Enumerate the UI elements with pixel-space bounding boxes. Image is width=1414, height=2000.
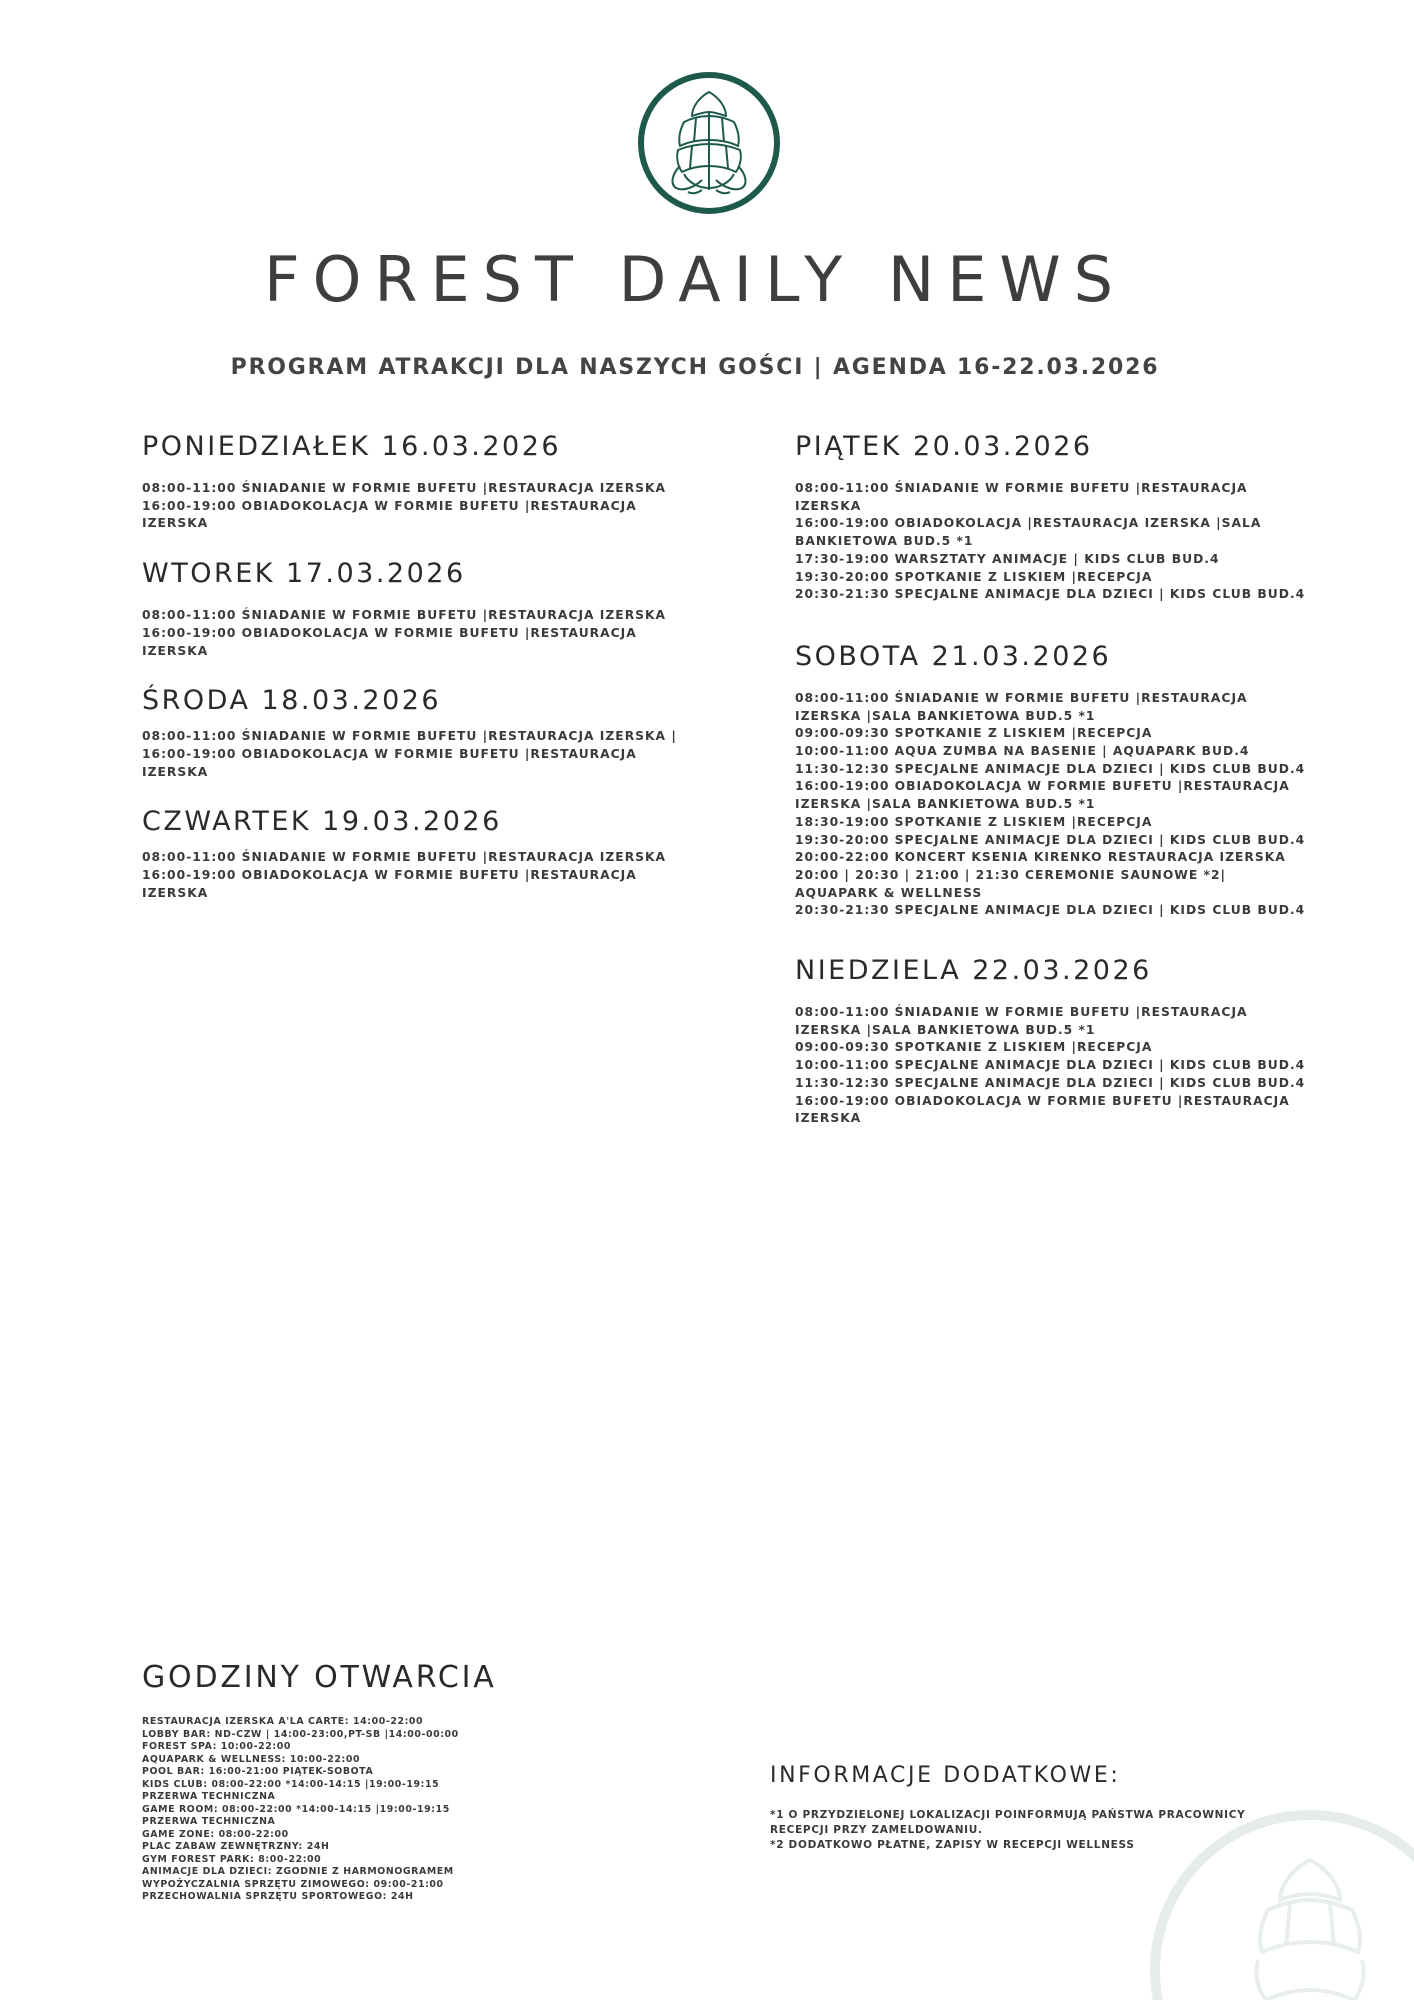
event-line: 17:30-19:00 WARSZTATY ANIMACJE | KIDS CLUB BUD.4 [795, 551, 1220, 566]
hours-line: GAME ZONE: 08:00-22:00 [142, 1828, 289, 1840]
event-line: 16:00-19:00 OBIADOKOLACJA W FORMIE BUFETU |RESTAURACJA [795, 1093, 1290, 1108]
event-line: 20:30-21:30 SPECJALNE ANIMACJE DLA DZIECI | KIDS CLUB BUD.4 [795, 587, 1306, 602]
event-line: 19:30-20:00 SPOTKANIE Z LISKIEM |RECEPCJA [795, 569, 1153, 584]
event-line: 16:00-19:00 OBIADOKOLACJA W FORMIE BUFETU |RESTAURACJA [795, 779, 1290, 794]
hours-line: POOL BAR: 16:00-21:00 PIĄTEK-SOBOTA [142, 1766, 374, 1777]
event-line: 08:00-11:00 ŚNIADANIE W FORMIE BUFETU |RESTAURACJA IZERSKA [142, 481, 667, 495]
day-heading: WTOREK 17.03.2026 [142, 558, 466, 590]
event-line: IZERSKA [142, 885, 209, 900]
footnote-1: *1 O PRZYDZIELONEJ LOKALIZACJI POINFORMUJĄ PAŃSTWA PRACOWNICY RECEPCJI PRZY ZAMELDOWANIU. [770, 1809, 1246, 1836]
opening-hours-heading: GODZINY OTWARCIA [142, 1660, 497, 1695]
event-line: 08:00-11:00 ŚNIADANIE W FORMIE BUFETU |RESTAURACJA [795, 690, 1248, 705]
event-line: 08:00-11:00 ŚNIADANIE W FORMIE BUFETU |RESTAURACJA IZERSKA [142, 608, 667, 623]
hours-line: ANIMACJE DLA DZIECI: ZGODNIE Z HARMONOGRAMEM [142, 1866, 454, 1877]
event-line: IZERSKA [142, 764, 209, 779]
hours-line: GYM FOREST PARK: 8:00-22:00 [142, 1853, 322, 1865]
day-section [795, 642, 1315, 920]
left-schedule-column [142, 432, 682, 928]
day-section [795, 432, 1315, 604]
hours-line: PLAC ZABAW ZEWNĘTRZNY: 24H [142, 1841, 330, 1852]
opening-hours-section [142, 1660, 582, 1904]
footnote-2: *2 DODATKOWO PŁATNE, ZAPISY W RECEPCJI WELLNESS [770, 1839, 1135, 1851]
day-events [795, 1004, 1315, 1128]
event-line: IZERSKA [142, 643, 209, 658]
event-line: 16:00-19:00 OBIADOKOLACJA |RESTAURACJA IZERSKA |SALA [795, 516, 1262, 531]
pinecone-watermark-icon [1140, 1800, 1414, 2000]
event-line: 10:00-11:00 SPECJALNE ANIMACJE DLA DZIECI | KIDS CLUB BUD.4 [795, 1058, 1306, 1073]
event-line: AQUAPARK & WELLNESS [795, 885, 983, 900]
event-line: 20:00-22:00 KONCERT KSENIA KIRENKO RESTAURACJA IZERSKA [795, 850, 1286, 865]
day-events [795, 690, 1315, 920]
day-section [142, 807, 682, 902]
pinecone-logo-icon [636, 70, 782, 216]
event-line: 16:00-19:00 OBIADOKOLACJA W FORMIE BUFETU |RESTAURACJA [142, 498, 637, 513]
opening-hours-list [142, 1716, 582, 1904]
hours-line: PRZERWA TECHNICZNA [142, 1791, 276, 1802]
day-events [142, 480, 682, 533]
hours-line: WYPOŻYCZALNIA SPRZĘTU ZIMOWEGO: 09:00-21:00 [142, 1878, 444, 1890]
hours-line: RESTAURACJA IZERSKA A'LA CARTE: 14:00-22:00 [142, 1716, 424, 1727]
event-line: IZERSKA [795, 498, 862, 513]
event-line: IZERSKA |SALA BANKIETOWA BUD.5 *1 [795, 797, 1096, 812]
event-line: 08:00-11:00 ŚNIADANIE W FORMIE BUFETU |RESTAURACJA [795, 1005, 1248, 1020]
day-heading: PONIEDZIAŁEK 16.03.2026 [142, 431, 562, 462]
event-line: BANKIETOWA BUD.5 *1 [795, 534, 974, 549]
day-section [142, 432, 682, 533]
hours-line: GAME ROOM: 08:00-22:00 *14:00-14:15 |19:00-19:15 [142, 1803, 450, 1815]
page-subtitle: PROGRAM ATRAKCJI DLA NASZYCH GOŚCI | AGENDA 16-22.03.2026 [230, 355, 1160, 380]
event-line: 16:00-19:00 OBIADOKOLACJA W FORMIE BUFETU |RESTAURACJA [142, 746, 637, 761]
day-heading: PIĄTEK 20.03.2026 [795, 431, 1093, 462]
event-line: 20:30-21:30 SPECJALNE ANIMACJE DLA DZIECI | KIDS CLUB BUD.4 [795, 903, 1306, 918]
event-line: IZERSKA |SALA BANKIETOWA BUD.5 *1 [795, 1022, 1096, 1037]
event-line: 09:00-09:30 SPOTKANIE Z LISKIEM |RECEPCJA [795, 726, 1153, 741]
page-title: FOREST DAILY NEWS [263, 243, 1127, 316]
day-events [795, 480, 1315, 604]
event-line: 10:00-11:00 AQUA ZUMBA NA BASENIE | AQUAPARK BUD.4 [795, 744, 1250, 759]
event-line: IZERSKA [795, 1111, 862, 1126]
right-schedule-column [795, 432, 1315, 1166]
day-heading: NIEDZIELA 22.03.2026 [795, 955, 1152, 987]
hours-line: PRZECHOWALNIA SPRZĘTU SPORTOWEGO: 24H [142, 1891, 414, 1902]
hours-line: KIDS CLUB: 08:00-22:00 *14:00-14:15 |19:00-19:15 [142, 1778, 440, 1790]
event-line: 20:00 | 20:30 | 21:00 | 21:30 CEREMONIE SAUNOWE *2| [795, 867, 1226, 882]
event-line: 11:30-12:30 SPECJALNE ANIMACJE DLA DZIECI | KIDS CLUB BUD.4 [795, 1075, 1306, 1090]
day-section [142, 686, 682, 781]
day-events [142, 607, 682, 660]
hours-line: LOBBY BAR: ND-CZW | 14:00-23:00,PT-SB |14:00-00:00 [142, 1728, 459, 1740]
day-section [795, 956, 1315, 1128]
event-line: 16:00-19:00 OBIADOKOLACJA W FORMIE BUFETU |RESTAURACJA [142, 868, 637, 883]
event-line: 11:30-12:30 SPECJALNE ANIMACJE DLA DZIECI | KIDS CLUB BUD.4 [795, 761, 1306, 776]
event-line: 19:30-20:00 SPECJALNE ANIMACJE DLA DZIECI | KIDS CLUB BUD.4 [795, 832, 1306, 847]
day-events [142, 849, 682, 902]
event-line: 08:00-11:00 ŚNIADANIE W FORMIE BUFETU |RESTAURACJA IZERSKA [142, 850, 667, 865]
event-line: 16:00-19:00 OBIADOKOLACJA W FORMIE BUFETU |RESTAURACJA [142, 625, 637, 640]
additional-info-heading: INFORMACJE DODATKOWE: [770, 1763, 1121, 1788]
event-line: IZERSKA [142, 516, 209, 531]
day-heading: SOBOTA 21.03.2026 [795, 640, 1112, 672]
event-line: IZERSKA |SALA BANKIETOWA BUD.5 *1 [795, 708, 1096, 723]
hours-line: FOREST SPA: 10:00-22:00 [142, 1741, 291, 1752]
hours-line: PRZERWA TECHNICZNA [142, 1816, 276, 1827]
day-heading: ŚRODA 18.03.2026 [142, 685, 442, 717]
day-section [142, 559, 682, 660]
day-heading: CZWARTEK 19.03.2026 [142, 806, 502, 838]
hours-line: AQUAPARK & WELLNESS: 10:00-22:00 [142, 1753, 361, 1765]
event-line: 08:00-11:00 ŚNIADANIE W FORMIE BUFETU |RESTAURACJA IZERSKA | [142, 729, 677, 744]
event-line: 09:00-09:30 SPOTKANIE Z LISKIEM |RECEPCJA [795, 1040, 1153, 1055]
event-line: 18:30-19:00 SPOTKANIE Z LISKIEM |RECEPCJA [795, 814, 1153, 829]
day-events [142, 728, 682, 781]
event-line: 08:00-11:00 ŚNIADANIE W FORMIE BUFETU |RESTAURACJA [795, 481, 1248, 495]
